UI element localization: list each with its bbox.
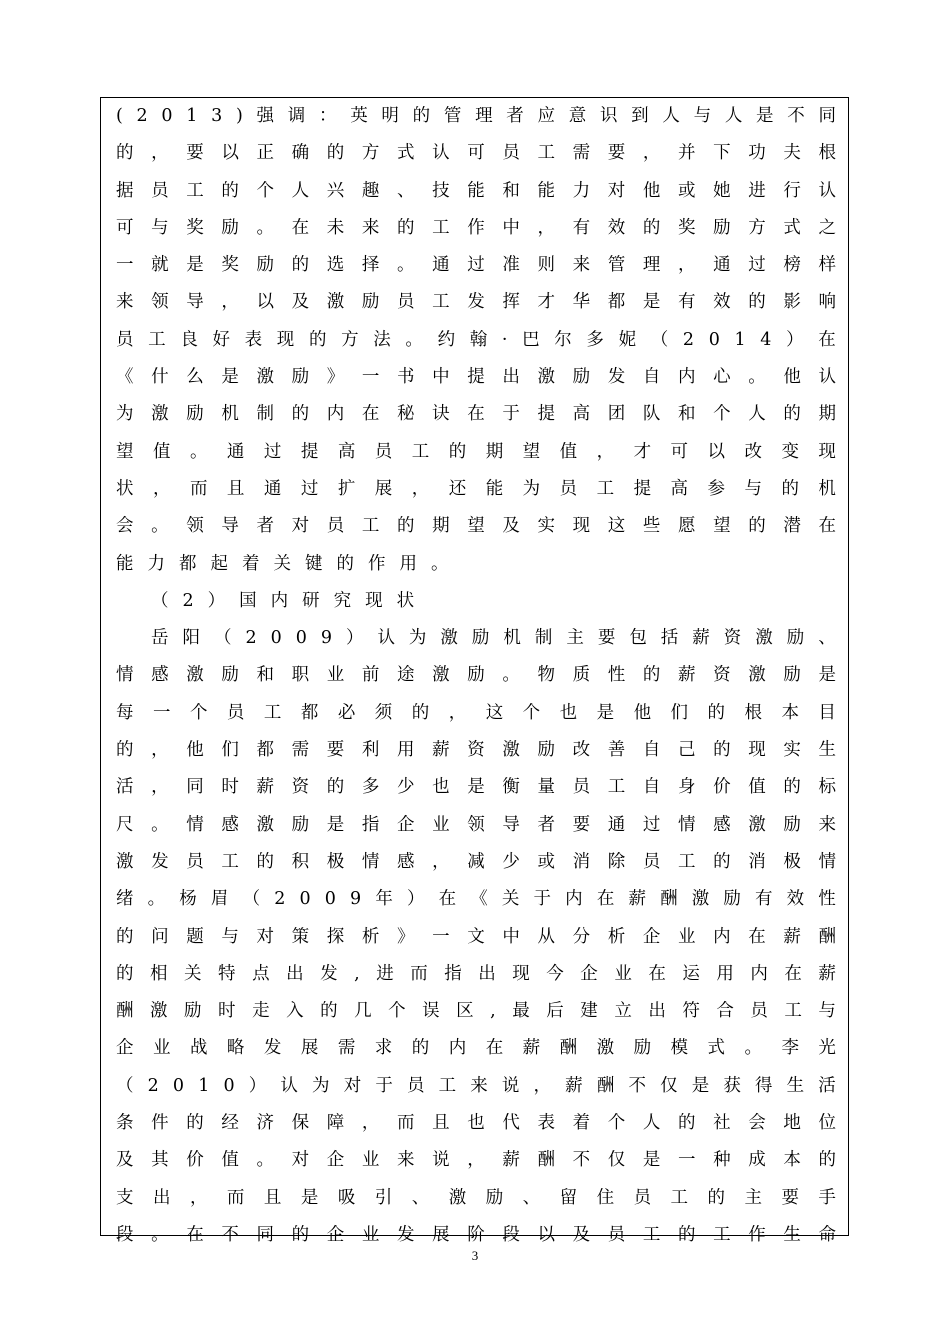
text-line: 望 值 。 通 过 提 高 员 工 的 期 望 值 ， 才 可 以 改 变 现 [116, 441, 836, 462]
text-line: 的 相 关 特 点 出 发 , 进 而 指 出 现 今 企 业 在 运 用 内 在 薪 [116, 963, 836, 984]
text-line: 的 ， 他 们 都 需 要 利 用 薪 资 激 励 改 善 自 己 的 现 实 生 [116, 740, 836, 761]
text-line: 尺 。 情 感 激 励 是 指 企 业 领 导 者 要 通 过 情 感 激 励 来 [116, 814, 836, 835]
page-number: 3 [471, 1248, 479, 1263]
text-line: 员 工 良 好 表 现 的 方 法 。 约 翰 · 巴 尔 多 妮 （ 2 0 1 4 ） 在 [116, 329, 836, 350]
text-line: 的 问 题 与 对 策 探 析 》 一 文 中 从 分 析 企 业 内 在 薪 酬 [116, 926, 836, 947]
text-line: 一 就 是 奖 励 的 选 择 。 通 过 准 则 来 管 理 ， 通 过 榜 样 [116, 255, 836, 276]
text-line: 情 感 激 励 和 职 业 前 途 激 励 。 物 质 性 的 薪 资 激 励 是 [116, 665, 836, 686]
text-line: 每 一 个 员 工 都 必 须 的 ， 这 个 也 是 他 们 的 根 本 目 [116, 702, 836, 723]
text-line: 条 件 的 经 济 保 障 ， 而 且 也 代 表 着 个 人 的 社 会 地 位 [116, 1113, 836, 1134]
text-line: 绪 。 杨 眉 （ 2 0 0 9 年 ） 在 《 关 于 内 在 薪 酬 激 励 有 效 性 [116, 889, 836, 910]
text-line: （ 2 ） 国 内 研 究 现 状 [151, 590, 415, 611]
text-line: 来 领 导 ， 以 及 激 励 员 工 发 挥 才 华 都 是 有 效 的 影 响 [116, 292, 836, 313]
text-line: 活 ， 同 时 薪 资 的 多 少 也 是 衡 量 员 工 自 身 价 值 的 标 [116, 777, 836, 798]
text-line: 会 。 领 导 者 对 员 工 的 期 望 及 实 现 这 些 愿 望 的 潜 在 [116, 516, 836, 537]
text-line: 《 什 么 是 激 励 》 一 书 中 提 出 激 励 发 自 内 心 。 他 认 [116, 367, 836, 388]
text-line: 企 业 战 略 发 展 需 求 的 内 在 薪 酬 激 励 模 式 。 李 光 [116, 1038, 836, 1059]
body-text [116, 98, 836, 1254]
text-line: 支 出 ， 而 且 是 吸 引 、 激 励 、 留 住 员 工 的 主 要 手 [116, 1187, 836, 1208]
text-line: 可 与 奖 励 。 在 未 来 的 工 作 中 ， 有 效 的 奖 励 方 式 之 [116, 217, 836, 238]
text-line: 状 ， 而 且 通 过 扩 展 ， 还 能 为 员 工 提 高 参 与 的 机 [116, 478, 836, 499]
text-line: 的 ， 要 以 正 确 的 方 式 认 可 员 工 需 要 ， 并 下 功 夫 根 [116, 143, 836, 164]
text-line: （ 2 0 1 0 ） 认 为 对 于 员 工 来 说 ， 薪 酬 不 仅 是 获 得 生 活 [116, 1075, 836, 1096]
text-line: 据 员 工 的 个 人 兴 趣 、 技 能 和 能 力 对 他 或 她 进 行 认 [116, 180, 836, 201]
text-line: 岳 阳 （ 2 0 0 9 ） 认 为 激 励 机 制 主 要 包 括 薪 资 激 励 、 [151, 628, 836, 649]
text-line: ( 2 0 1 3 ) 强 调 ： 英 明 的 管 理 者 应 意 识 到 人 与 人 是 不 同 [116, 106, 836, 126]
text-line: 段 。 在 不 同 的 企 业 发 展 阶 段 以 及 员 工 的 工 作 生 命 [116, 1224, 836, 1245]
text-line: 能 力 都 起 着 关 键 的 作 用 。 [116, 553, 449, 574]
text-line: 激 发 员 工 的 积 极 情 感 ， 减 少 或 消 除 员 工 的 消 极 情 [116, 851, 836, 872]
text-line: 为 激 励 机 制 的 内 在 秘 诀 在 于 提 高 团 队 和 个 人 的 期 [116, 404, 836, 425]
text-line: 酬 激 励 时 走 入 的 几 个 误 区 , 最 后 建 立 出 符 合 员 工 与 [116, 1001, 836, 1022]
text-line: 及 其 价 值 。 对 企 业 来 说 ， 薪 酬 不 仅 是 一 种 成 本 的 [116, 1150, 836, 1171]
